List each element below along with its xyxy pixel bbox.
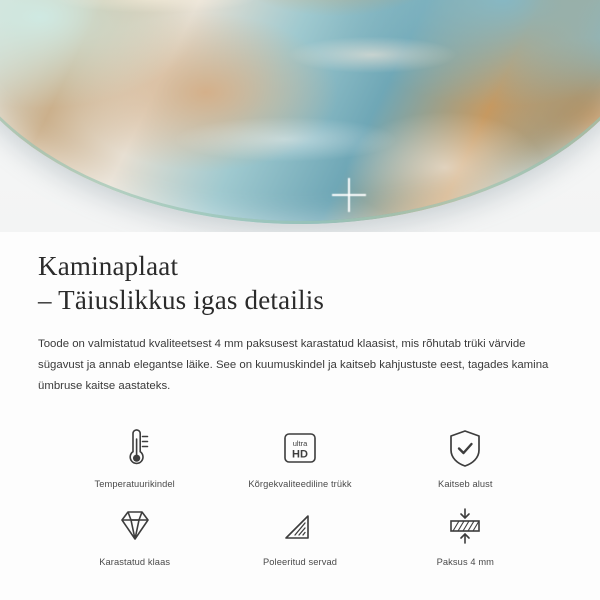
marble-veins-overlay (0, 0, 600, 224)
marble-plate-graphic (0, 0, 600, 224)
feature-label: Karastatud klaas (99, 556, 171, 567)
hero-image (0, 0, 600, 232)
page-title (38, 250, 562, 318)
diamond-icon (112, 503, 158, 549)
feature-grid (38, 425, 562, 567)
title-line-1: Kaminaplaat (38, 251, 179, 281)
feature-item-surface-protection (383, 425, 548, 489)
feature-item-temperature (52, 425, 217, 489)
feature-label: Paksus 4 mm (436, 556, 495, 567)
svg-text:HD: HD (292, 448, 308, 461)
content-block (0, 232, 600, 567)
feature-item-tempered-glass (52, 503, 217, 567)
feature-label: Temperatuurikindel (94, 478, 175, 489)
svg-text:ultra: ultra (292, 438, 308, 448)
feature-item-polished-edges (217, 503, 382, 567)
product-description: Toode on valmistatud kvaliteetsest 4 mm paksusest karastatud klaasist, mis rõhutab trüki värvide sügavust ja annab elegantse läike. See on kuumuskindel ja kaitseb kahjustuste eest, tagades kamina ümbruse kaitse aastateks. (38, 337, 549, 392)
title-line-2: – Täiuslikkus igas detailis (38, 284, 325, 315)
feature-label: Kaitseb alust (438, 478, 493, 489)
thermometer-icon (115, 425, 155, 471)
polished-edges-icon (278, 503, 322, 549)
shield-check-icon (444, 425, 486, 471)
feature-item-thickness (383, 503, 548, 567)
ultra-hd-icon (278, 425, 322, 471)
thickness-arrows-icon (443, 503, 487, 549)
feature-item-print-quality (217, 425, 382, 489)
feature-label: Poleeritud servad (262, 556, 338, 567)
feature-label: Kõrgekvaliteediline trükk (248, 478, 352, 489)
